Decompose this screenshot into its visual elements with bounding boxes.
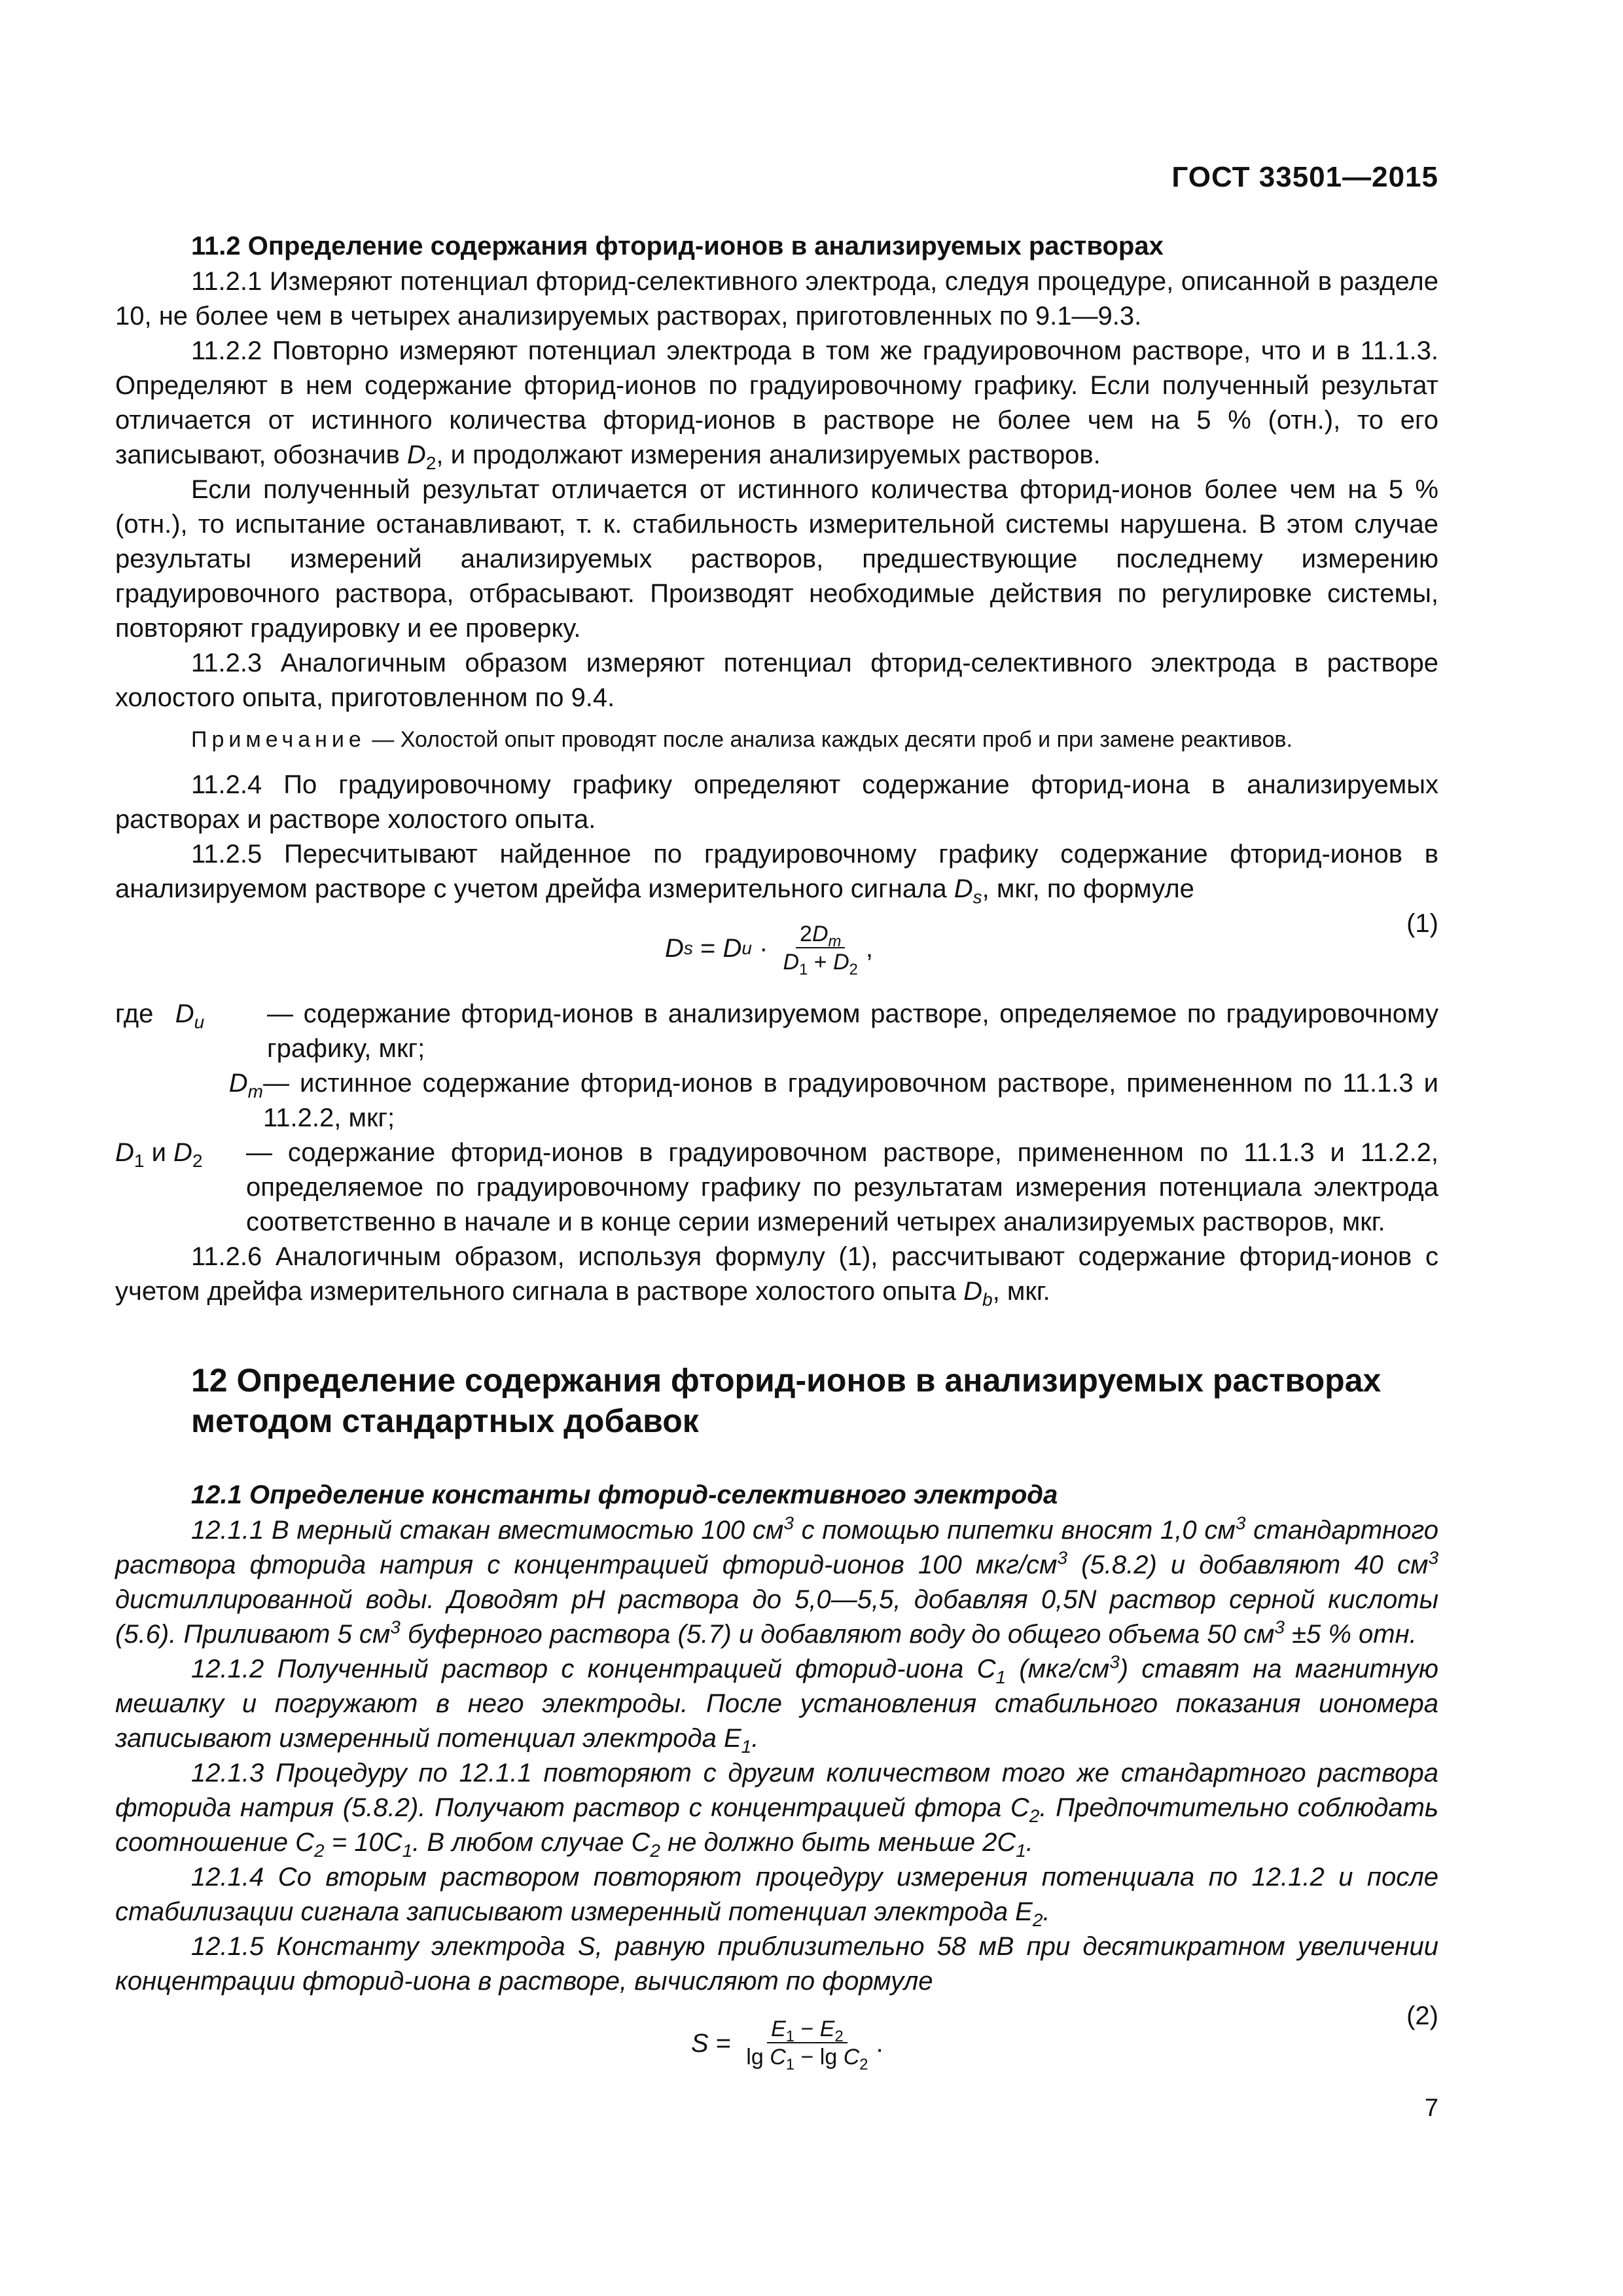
text-run: . В любом случае C	[412, 1828, 651, 1857]
equation-number-2: (2)	[1406, 2001, 1438, 2030]
text-run: дистиллированной воды. Доводят pH раствора до 5,0—5,5, добавляя 0,5N раствор серной кислоты (5.6). Приливают 5 см	[115, 1585, 1438, 1649]
text-run: 12.1.4 Со вторым раствором повторяют процедуру измерения потенциала по 12.1.2 и после стабилизации сигнала записывают измеренный потенциал электрода E	[115, 1863, 1438, 1926]
formula-op: +	[808, 950, 834, 975]
text-run: 11.2.5 Пересчитывают найденное по градуировочному графику содержание фторид-ионов в анализируемом растворе с учетом дрейфа измерительного сигнала	[115, 840, 1438, 903]
formula-var: S	[691, 2028, 709, 2058]
formula-var: C	[843, 2045, 860, 2070]
variable: D	[963, 1277, 983, 1306]
formula-1-fraction	[779, 921, 862, 976]
paragraph-11-2-2	[115, 334, 1438, 473]
formula-var: D	[175, 999, 194, 1028]
formula-num: 2	[800, 922, 812, 946]
fraction-numerator	[767, 2016, 847, 2043]
paragraph-12-1-4	[115, 1860, 1438, 1929]
where-lead: где	[115, 999, 154, 1028]
formula-1	[115, 909, 1438, 993]
formula-1-expression: D s = D u · $\frac{2D_m}{D_1 + D_2}$ ,	[665, 922, 873, 978]
text-run: не должно быть меньше 2C	[660, 1828, 1016, 1857]
formula-sub: 1	[785, 2055, 795, 2073]
paragraph-12-1-1	[115, 1513, 1438, 1652]
subscript: b	[982, 1289, 993, 1310]
page-content	[115, 228, 1438, 2089]
paragraph-12-1-3	[115, 1756, 1438, 1860]
fraction-numerator	[796, 921, 845, 948]
superscript: 3	[1428, 1547, 1439, 1568]
text-run: (мкг/см	[1006, 1655, 1110, 1683]
where-row-d1d2	[115, 1136, 1438, 1240]
formula-eq: =	[708, 2028, 739, 2058]
text-run: , мкг.	[992, 1277, 1050, 1306]
formula-var: D	[722, 933, 742, 963]
subscript: 1	[741, 1736, 752, 1757]
formula-eq: =	[692, 933, 723, 963]
text-run: 12.1.3 Процедуру по 12.1.1 повторяют с другим количеством того же стандартного раствора фторида натрия (5.8.2). Получают раствор с концентрацией фтора C	[115, 1759, 1438, 1822]
text-run: (5.8.2) и добавляют 40 см	[1067, 1551, 1429, 1579]
text-run: 12.1.2 Полученный раствор с концентрацией фторид-иона C	[191, 1655, 996, 1683]
paragraph-11-2-3: 11.2.3 Аналогичным образом измеряют потенциал фторид-селективного электрода в растворе холостого опыта, приготовленном по 9.4.	[115, 649, 1438, 712]
formula-var: D	[812, 922, 829, 946]
formula-op: −	[794, 2017, 820, 2041]
superscript: 3	[783, 1513, 794, 1534]
formula-var: D	[665, 933, 684, 963]
formula-sub: m	[828, 932, 842, 950]
page-number: 7	[1424, 2094, 1438, 2122]
formula-dot: ·	[751, 933, 776, 963]
section-heading-12-1: 12.1 Определение константы фторид-селективного электрода	[191, 1480, 1058, 1509]
superscript: 3	[390, 1617, 401, 1638]
text-run: .	[1043, 1897, 1050, 1926]
formula-tail: .	[876, 2028, 883, 2058]
text-run: ±5 % отн.	[1284, 1620, 1417, 1649]
paragraph-12-1-2	[115, 1652, 1438, 1756]
formula-sub: 2	[834, 2027, 844, 2045]
formula-var: E	[771, 2017, 786, 2041]
where-and: и	[144, 1138, 174, 1167]
text-run: буферного раствора (5.7) и добавляют воду до общего объема 50 см	[400, 1620, 1275, 1649]
formula-2-expression	[691, 2016, 883, 2071]
text-run: стандартного раствора фторида натрия с концентрацией фторид-ионов 100 мкг/см	[115, 1516, 1439, 1579]
paragraph-11-2-4: 11.2.4 По градуировочному графику определяют содержание фторид-иона в анализируемых растворах и растворе холостого опыта.	[115, 770, 1438, 834]
superscript: 3	[1274, 1617, 1285, 1638]
subscript: 2	[650, 1840, 660, 1861]
variable: D	[954, 874, 973, 903]
where-label	[115, 1136, 246, 1240]
text-run: .	[1026, 1828, 1033, 1857]
where-row-dm	[115, 1066, 1438, 1136]
paragraph-11-2-2-cont: Если полученный результат отличается от истинного количества фторид-ионов более чем на 5 % (отн.), то испытание останавливают, т. к. стабильность измерительной системы нарушена. В этом случае результаты измерений анализируемых растворов, предшествующие последнему измерению градуировочного раствора, отбрасывают. Производят необходимые действия по регулировке системы, повторяют градуировку и ее проверку.	[115, 475, 1438, 643]
subscript: 2	[1029, 1806, 1040, 1826]
formula-var: E	[819, 2017, 835, 2041]
formula-op: lg	[746, 2045, 770, 2070]
formula-sub: 2	[849, 960, 858, 978]
text-run: 12.1.1 В мерный стакан вместимостью 100 см	[191, 1516, 784, 1545]
formula-var: D	[228, 1069, 248, 1098]
formula-2-fraction	[742, 2016, 872, 2071]
text-run: = 10C	[324, 1828, 402, 1857]
subscript: 1	[995, 1667, 1007, 1687]
subscript: 1	[1016, 1840, 1026, 1861]
text-run: с помощью пипетки вносят 1,0 см	[793, 1516, 1236, 1545]
subscript: 1	[402, 1840, 413, 1861]
formula-tail: ,	[865, 933, 873, 963]
fraction-denominator	[779, 948, 862, 976]
subscript: 2	[425, 453, 437, 473]
formula-var: D	[115, 1138, 134, 1167]
paragraph-12-1-5: 12.1.5 Константу электрода S, равную приблизительно 58 мВ при десятикратном увеличении концентрации фторид-иона в растворе, вычисляют по формуле	[115, 1932, 1438, 1996]
variable: D	[406, 440, 426, 469]
formula-var: C	[770, 2045, 786, 2070]
superscript: 3	[1235, 1513, 1246, 1534]
where-text: — содержание фторид-ионов в градуировочном растворе, примененном по 11.1.3 и 11.2.2, определяемое по градуировочному графику по результатам измерения потенциала электрода соответственно в начале и в конце серии измерений четырех анализируемых растворов, мкг.	[246, 1138, 1438, 1236]
section-heading-11-2: 11.2 Определение содержания фторид-ионов в анализируемых растворах	[191, 232, 1164, 260]
formula-var: D	[783, 950, 800, 975]
formula-var: D	[173, 1138, 192, 1167]
note-label: Примечание	[191, 727, 366, 752]
text-run: 11.2.2 Повторно измеряют потенциал электрода в том же градуировочном растворе, что и в 11.1.3. Определяют в нем содержание фторид-ионов по градуировочному графику. Если полученный результат отличается от истинного количества фторид-ионов в растворе не более чем на 5 % (отн.), то его записывают, обозначив	[115, 336, 1438, 469]
formula-sub: 2	[192, 1151, 203, 1171]
superscript: 3	[1109, 1651, 1120, 1672]
formula-sub: 1	[785, 2027, 795, 2045]
where-row-du	[115, 997, 1438, 1066]
fraction-denominator	[742, 2043, 872, 2071]
running-header: ГОСТ 33501—2015	[1171, 161, 1438, 193]
paragraph-11-2-5	[115, 837, 1438, 906]
subscript: 2	[1032, 1910, 1043, 1930]
formula-sub: 2	[859, 2055, 868, 2073]
where-text: — истинное содержание фторид-ионов в градуировочном растворе, примененном по 11.1.3 и 11.2.2, мкг;	[263, 1069, 1438, 1132]
where-text: — содержание фторид-ионов в анализируемом растворе, определяемое по градуировочному графику, мкг;	[267, 999, 1438, 1063]
formula-op: − lg	[794, 2045, 844, 2070]
equation-number-1: (1)	[1406, 909, 1438, 938]
subscript: 2	[314, 1840, 325, 1861]
formula-var: D	[833, 950, 849, 975]
note-text: — Холостой опыт проводят после анализа каждых десяти проб и при замене реактивов.	[365, 727, 1293, 752]
formula-sub: 1	[134, 1151, 145, 1171]
section-heading-12	[115, 1360, 1438, 1441]
heading-line: 12 Определение содержания фторид-ионов в анализируемых растворах	[191, 1362, 1382, 1399]
text-run: 11.2.6 Аналогичным образом, используя формулу (1), рассчитывают содержание фторид-ионов с учетом дрейфа измерительного сигнала в растворе холостого опыта	[115, 1242, 1438, 1306]
text-run: , мкг, по формуле	[982, 874, 1194, 903]
text-run: ) ставят на магнитную мешалку и погружают в него электроды. После установления стабильного показания иономера записывают измеренный потенциал электрода E	[115, 1655, 1438, 1753]
note	[115, 725, 1438, 755]
formula-sub: m	[247, 1081, 263, 1102]
text-run: . Предпочтительно соблюдать соотношение C	[115, 1793, 1438, 1857]
where-label	[115, 997, 267, 1066]
formula-sub: 1	[799, 960, 808, 978]
text-run: .	[751, 1724, 759, 1753]
formula-2	[115, 2001, 1438, 2085]
formula-sub: u	[194, 1012, 205, 1032]
text-run: , и продолжают измерения анализируемых растворов.	[436, 440, 1101, 469]
heading-line: методом стандартных добавок	[191, 1403, 699, 1439]
where-block	[115, 997, 1438, 1240]
subscript: s	[972, 887, 982, 907]
paragraph-11-2-1: 11.2.1 Измеряют потенциал фторид-селективного электрода, следуя процедуре, описанной в разделе 10, не более чем в четырех анализируемых растворах, приготовленных по 9.1—9.3.	[115, 267, 1438, 331]
superscript: 3	[1057, 1547, 1068, 1568]
paragraph-11-2-6	[115, 1240, 1438, 1309]
where-label	[115, 1066, 263, 1136]
